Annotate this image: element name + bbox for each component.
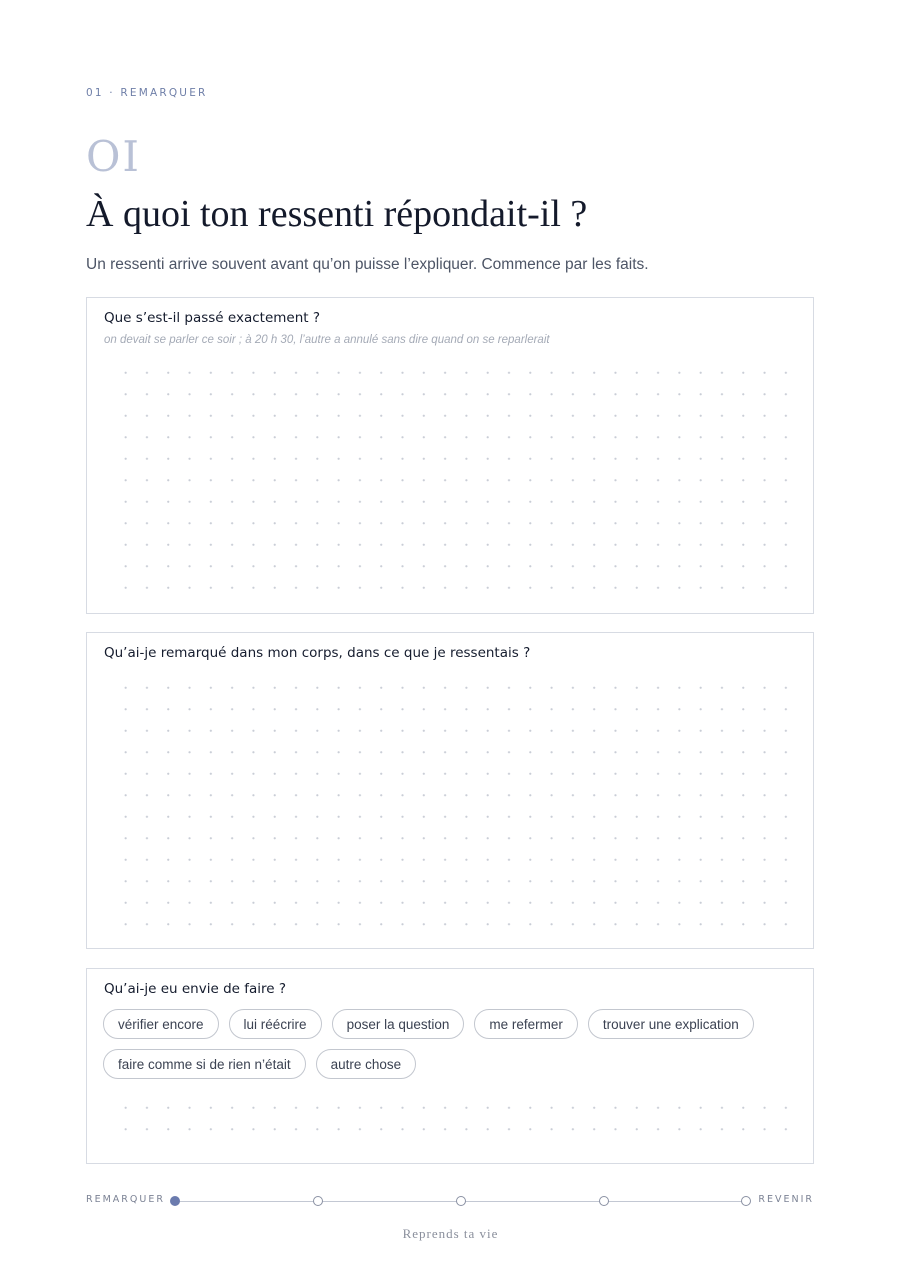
question-card-urge — [86, 968, 814, 1164]
footer-brand: Reprends ta vie — [402, 1226, 499, 1241]
progress-step-3[interactable] — [456, 1196, 466, 1206]
page-title: À quoi ton ressenti répondait-il ? — [86, 193, 588, 235]
question-card-body — [86, 632, 814, 949]
progress-step-4[interactable] — [599, 1196, 609, 1206]
dotted-writing-area[interactable] — [115, 1097, 791, 1143]
option-chip[interactable]: me refermer — [474, 1009, 578, 1039]
progress-step-1[interactable] — [170, 1196, 180, 1206]
option-chip[interactable]: autre chose — [316, 1049, 417, 1079]
dotted-writing-area[interactable] — [115, 362, 791, 592]
option-chips — [103, 1009, 803, 1079]
section-number: OI — [86, 132, 142, 181]
progress-step-2[interactable] — [313, 1196, 323, 1206]
progress-start-label: REMARQUER — [86, 1194, 165, 1205]
question-label: Que s’est-il passé exactement ? — [104, 310, 321, 326]
progress-step-5[interactable] — [741, 1196, 751, 1206]
question-label: Qu’ai-je eu envie de faire ? — [104, 981, 287, 997]
question-label: Qu’ai-je remarqué dans mon corps, dans ce que je ressentais ? — [104, 645, 531, 661]
progress-end-label: REVENIR — [758, 1194, 814, 1205]
section-eyebrow: 01 · REMARQUER — [86, 87, 208, 99]
option-chip[interactable]: faire comme si de rien n’était — [103, 1049, 306, 1079]
dotted-writing-area[interactable] — [115, 677, 791, 931]
progress-track — [86, 1191, 814, 1211]
option-chip[interactable]: poser la question — [332, 1009, 465, 1039]
question-card-facts — [86, 297, 814, 614]
intro-text: Un ressenti arrive souvent avant qu’on puisse l’expliquer. Commence par les faits. — [86, 256, 649, 273]
option-chip[interactable]: trouver une explication — [588, 1009, 754, 1039]
option-chip[interactable]: lui réécrire — [229, 1009, 322, 1039]
option-chip[interactable]: vérifier encore — [103, 1009, 219, 1039]
answer-placeholder: on devait se parler ce soir ; à 20 h 30, l’autre a annulé sans dire quand on se reparlerait — [104, 334, 550, 346]
